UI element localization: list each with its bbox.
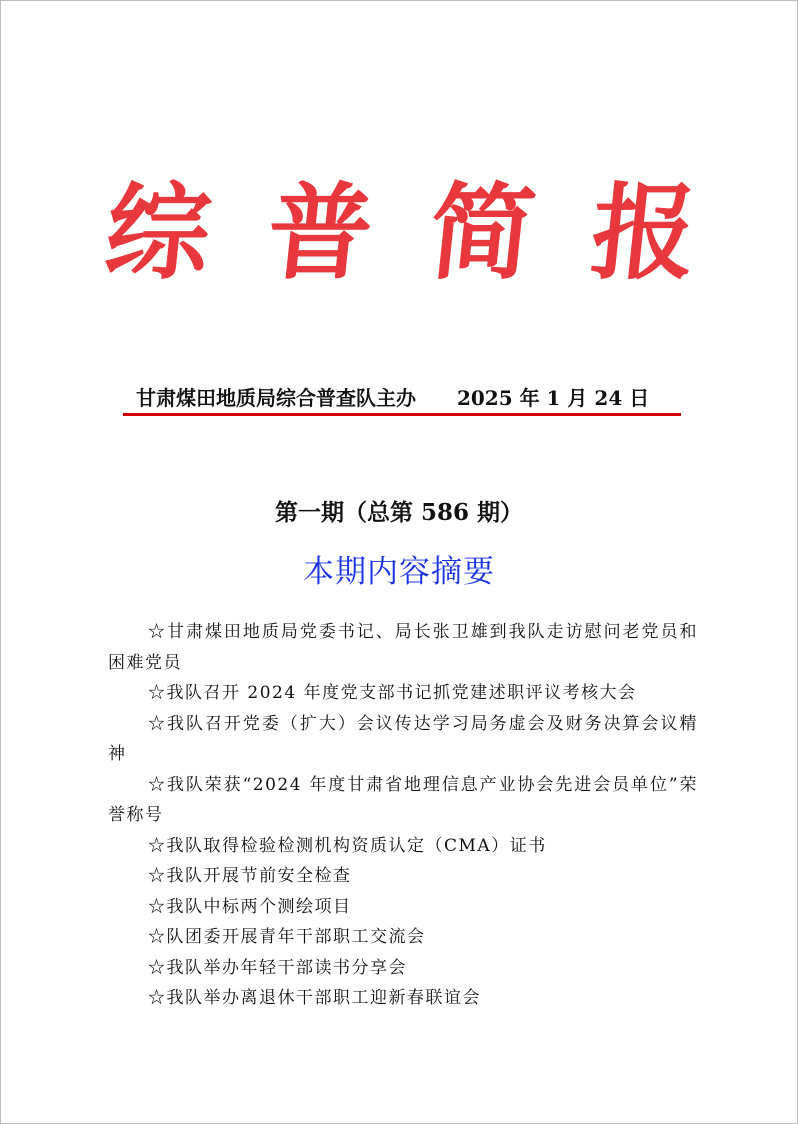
masthead-title <box>1 171 797 301</box>
summary-item: ☆我队荣获“2024 年度甘肃省地理信息产业协会先进会员单位”荣誉称号 <box>108 774 698 825</box>
sponsor-line <box>126 381 681 415</box>
summary-item: ☆我队取得检验检测机构资质认定（CMA）证书 <box>148 835 547 856</box>
issue-date: 2025 年 1 月 24 日 <box>456 386 650 410</box>
issue-number: 第一期（总第 586 期） <box>274 499 524 526</box>
summary-item: ☆我队举办离退休干部职工迎新春联谊会 <box>148 988 481 1008</box>
summary-list <box>108 617 698 1014</box>
masthead-char: 简 <box>423 171 541 294</box>
masthead-char: 报 <box>585 171 703 294</box>
summary-heading: 本期内容摘要 <box>303 554 495 590</box>
sponsor-text: 甘肃煤田地质局综合普查队主办 <box>136 386 416 410</box>
red-divider <box>123 413 681 416</box>
summary-item: ☆甘肃煤田地质局党委书记、局长张卫雄到我队走访慰问老党员和困难党员 <box>108 622 698 673</box>
summary-item: ☆我队召开 2024 年度党支部书记抓党建述职评议考核大会 <box>148 683 637 703</box>
summary-item: ☆我队中标两个测绘项目 <box>148 896 352 917</box>
masthead-char: 普 <box>261 171 379 294</box>
summary-item: ☆我队召开党委（扩大）会议传达学习局务虚会及财务决算会议精神 <box>108 713 698 764</box>
summary-item: ☆我队举办年轻干部读书分享会 <box>148 957 407 978</box>
masthead-char: 综 <box>99 171 217 294</box>
summary-item: ☆我队开展节前安全检查 <box>148 866 352 886</box>
summary-item: ☆队团委开展青年干部职工交流会 <box>148 927 426 947</box>
